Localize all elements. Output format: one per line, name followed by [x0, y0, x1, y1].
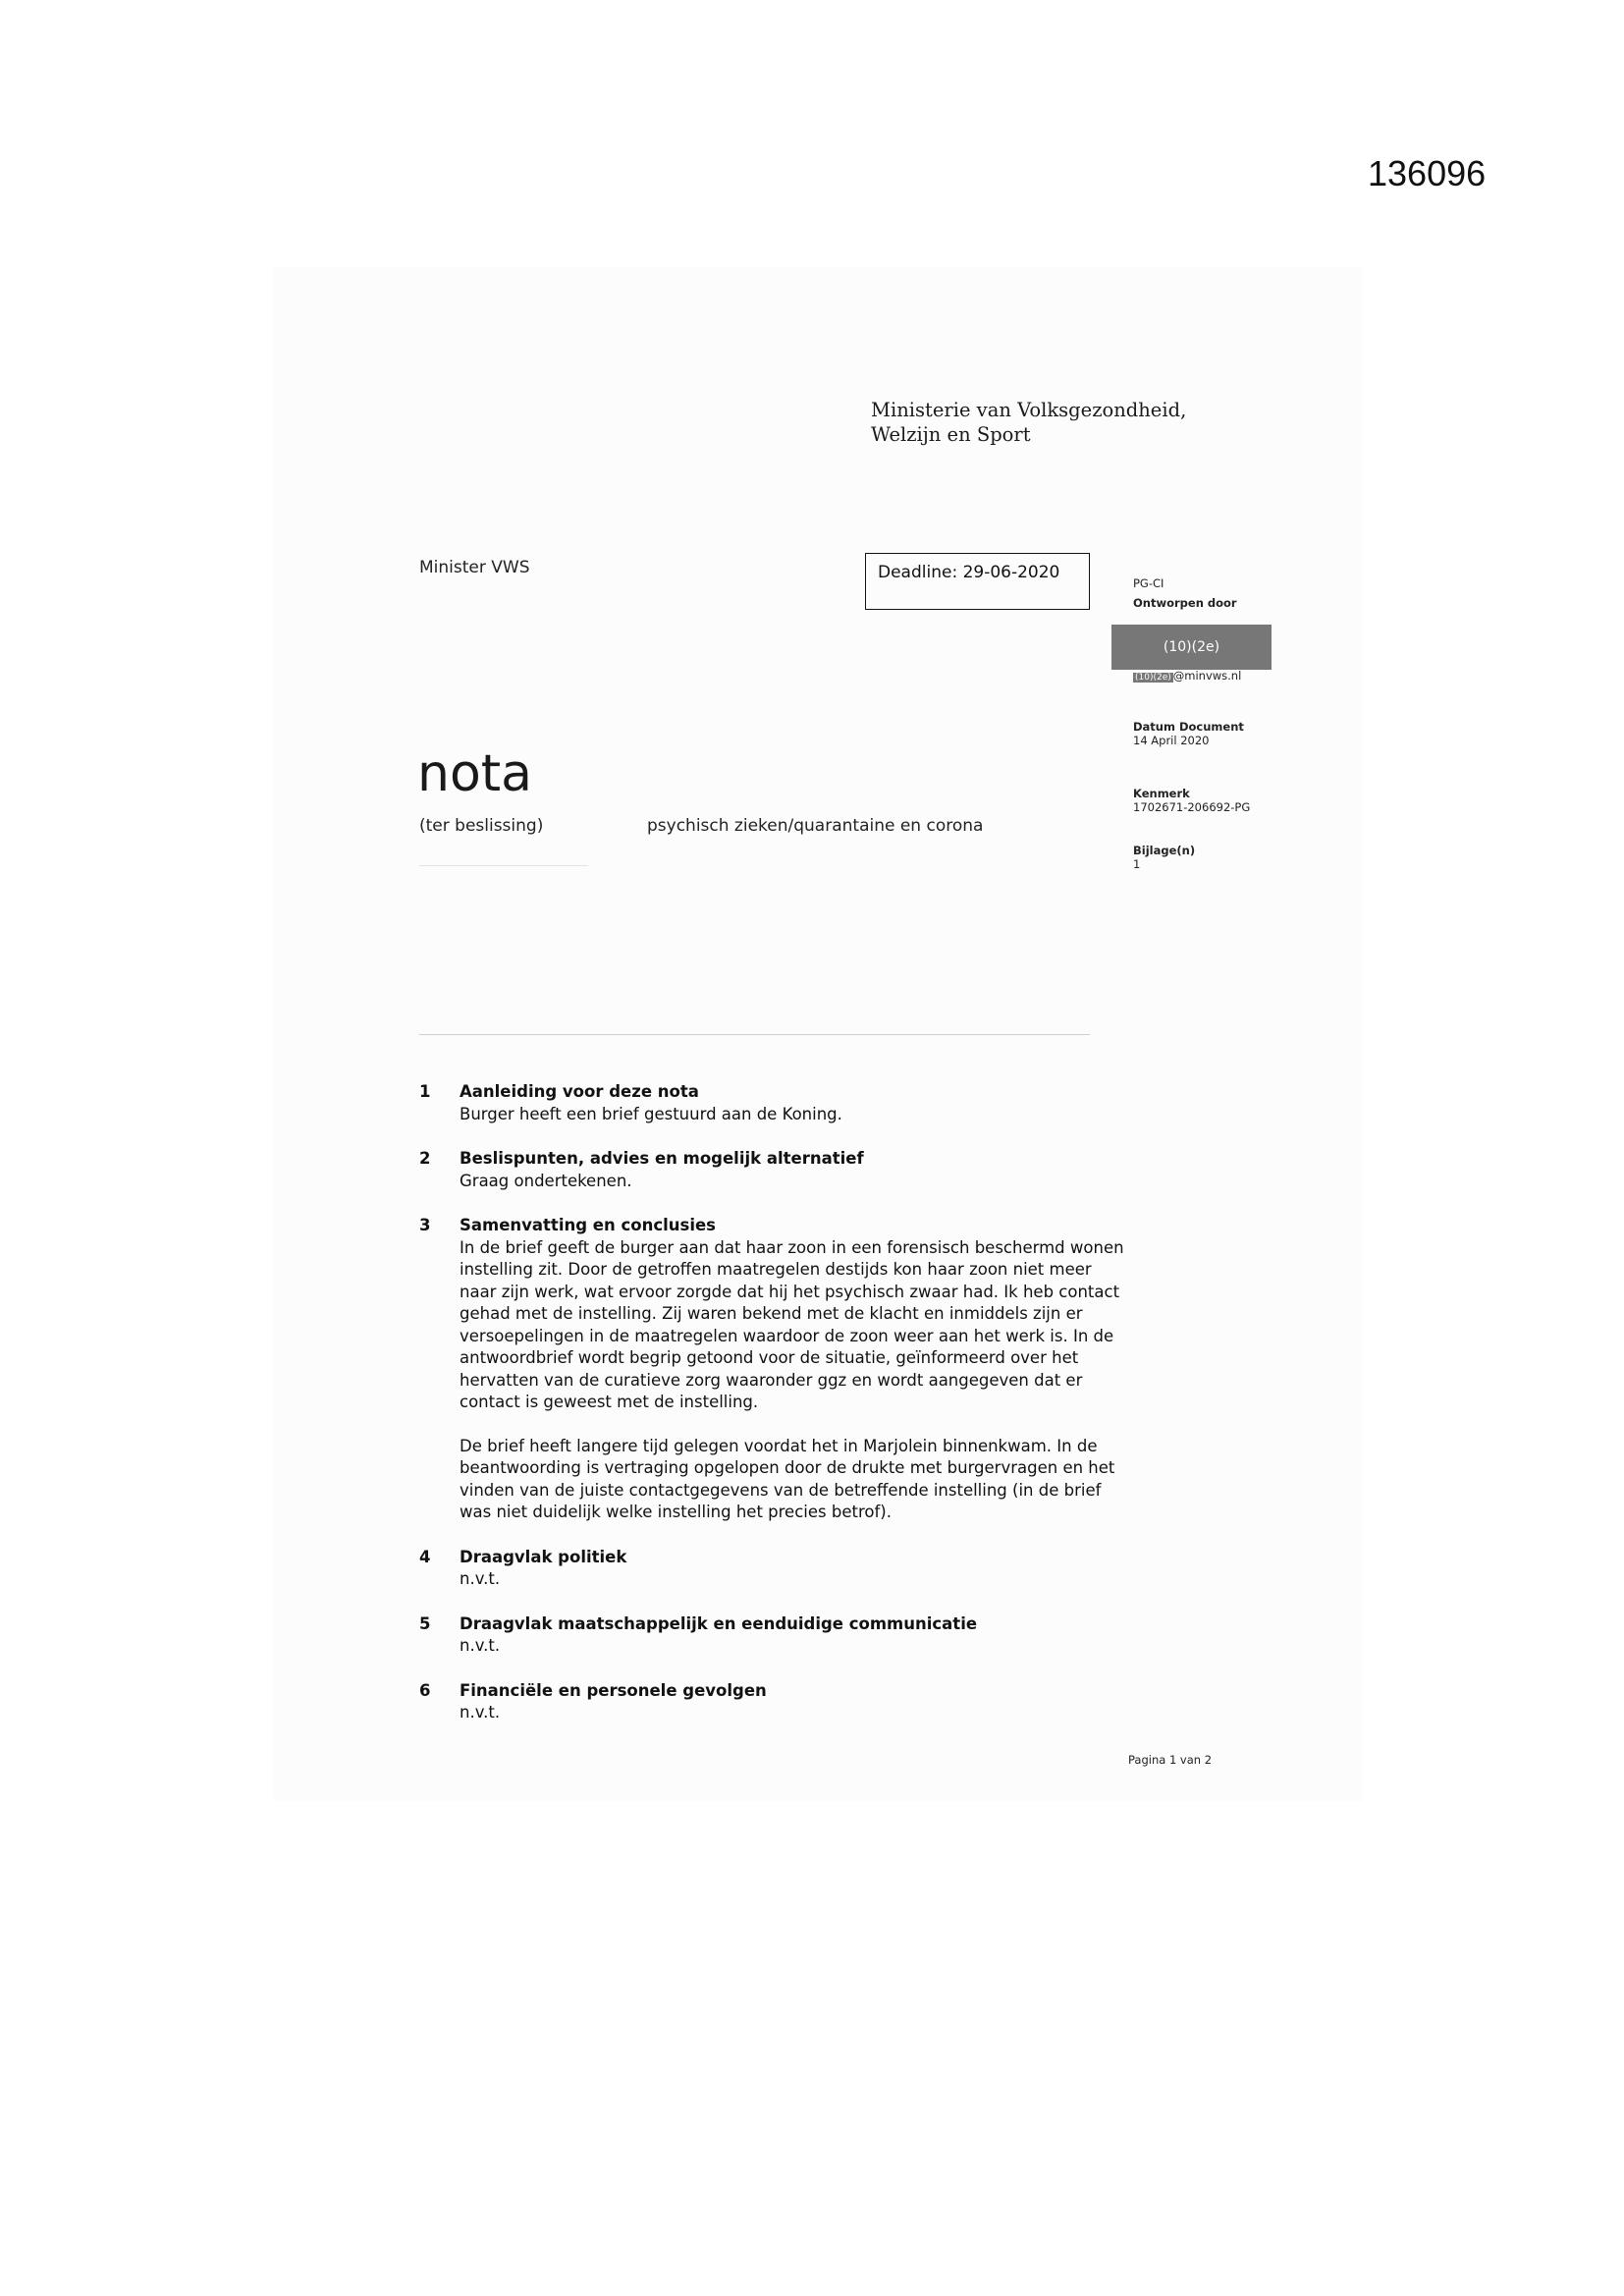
short-divider: [419, 865, 588, 866]
section-body: In de brief geeft de burger aan dat haar zoon in een forensisch beschermd wonen instelling zit. Door de getroffen maatregelen destijds kon haar zoon niet meer naar zijn werk, wat ervoor zorgde dat hij het psychisch zwaar had. Ik heb contact gehad met de instelling. Zij waren bekend met de klacht en inmiddels zijn er versoepelingen in de maatregelen waardoor de zoon weer aan het werk is. In de antwoordbrief wordt begrip getoond voor de situatie, geïnformeerd over het hervatten van de curatieve zorg waaronder ggz en wordt aangegeven dat er contact is geweest met de instelling.: [460, 1237, 1124, 1411]
section-title: Financiële en personele gevolgen: [460, 1680, 767, 1700]
nota-subject: psychisch zieken/quarantaine en corona: [647, 816, 984, 836]
designed-by-label: Ontworpen door: [1133, 596, 1237, 610]
nota-sections: [419, 1081, 1126, 1747]
ministry-line-1: Ministerie van Volksgezondheid,: [871, 399, 1187, 421]
section-body: n.v.t.: [460, 1703, 501, 1722]
attachments-value: 1: [1133, 857, 1141, 871]
section-body-paragraph-2: De brief heeft langere tijd gelegen voordat het in Marjolein binnenkwam. In de beantwoording is vertraging opgelopen door de drukte met burgervragen en het vinden van de juiste contactgegevens van de betreffende instelling (in de brief was niet duidelijk welke instelling het precies betrof).: [460, 1436, 1115, 1521]
reference-block: [1133, 787, 1280, 814]
section-3: [419, 1215, 1126, 1524]
section-title: Draagvlak politiek: [460, 1547, 627, 1566]
email-domain: @minvws.nl: [1172, 669, 1242, 683]
section-2: [419, 1148, 1126, 1192]
department: PG-CI: [1133, 576, 1164, 590]
attachments-label: Bijlage(n): [1133, 844, 1196, 857]
date-label: Datum Document: [1133, 720, 1244, 734]
section-number: 2: [419, 1149, 431, 1168]
section-title: Draagvlak maatschappelijk en eenduidige communicatie: [460, 1613, 978, 1633]
section-1: [419, 1081, 1126, 1125]
redacted-name-block: (10)(2e): [1111, 625, 1272, 670]
nota-type: (ter beslissing): [419, 816, 544, 836]
nota-title: nota: [417, 744, 533, 803]
section-6: [419, 1680, 1126, 1724]
ministry-line-2: Welzijn en Sport: [871, 423, 1031, 446]
long-divider: [419, 1034, 1090, 1035]
section-body: n.v.t.: [460, 1569, 501, 1588]
document-number: 136096: [1368, 153, 1487, 193]
section-number: 6: [419, 1680, 431, 1700]
section-body: Burger heeft een brief gestuurd aan de Koning.: [460, 1104, 842, 1123]
ministry-logo-text: [871, 398, 1186, 447]
email-redaction: (10)(2e): [1135, 673, 1171, 683]
section-number: 4: [419, 1547, 431, 1566]
section-4: [419, 1547, 1126, 1591]
addressee: Minister VWS: [419, 558, 530, 577]
date-block: [1133, 720, 1280, 747]
section-title: Aanleiding voor deze nota: [460, 1082, 699, 1101]
reference-label: Kenmerk: [1133, 787, 1190, 800]
section-5: [419, 1613, 1126, 1658]
email-line: [1133, 669, 1241, 683]
section-body: Graag ondertekenen.: [460, 1171, 632, 1190]
section-number: 3: [419, 1216, 431, 1234]
attachments-block: [1133, 844, 1280, 871]
date-value: 14 April 2020: [1133, 734, 1210, 747]
section-body: n.v.t.: [460, 1636, 501, 1655]
section-title: Samenvatting en conclusies: [460, 1216, 716, 1234]
page-number: Pagina 1 van 2: [1128, 1753, 1213, 1767]
section-title: Beslispunten, advies en mogelijk alternatief: [460, 1149, 864, 1168]
section-number: 1: [419, 1082, 431, 1101]
deadline-text: Deadline: 29-06-2020: [878, 563, 1060, 582]
deadline-box: [865, 553, 1090, 610]
reference-value: 1702671-206692-PG: [1133, 800, 1251, 814]
section-number: 5: [419, 1613, 431, 1633]
sidebar-metadata: [1133, 576, 1280, 610]
